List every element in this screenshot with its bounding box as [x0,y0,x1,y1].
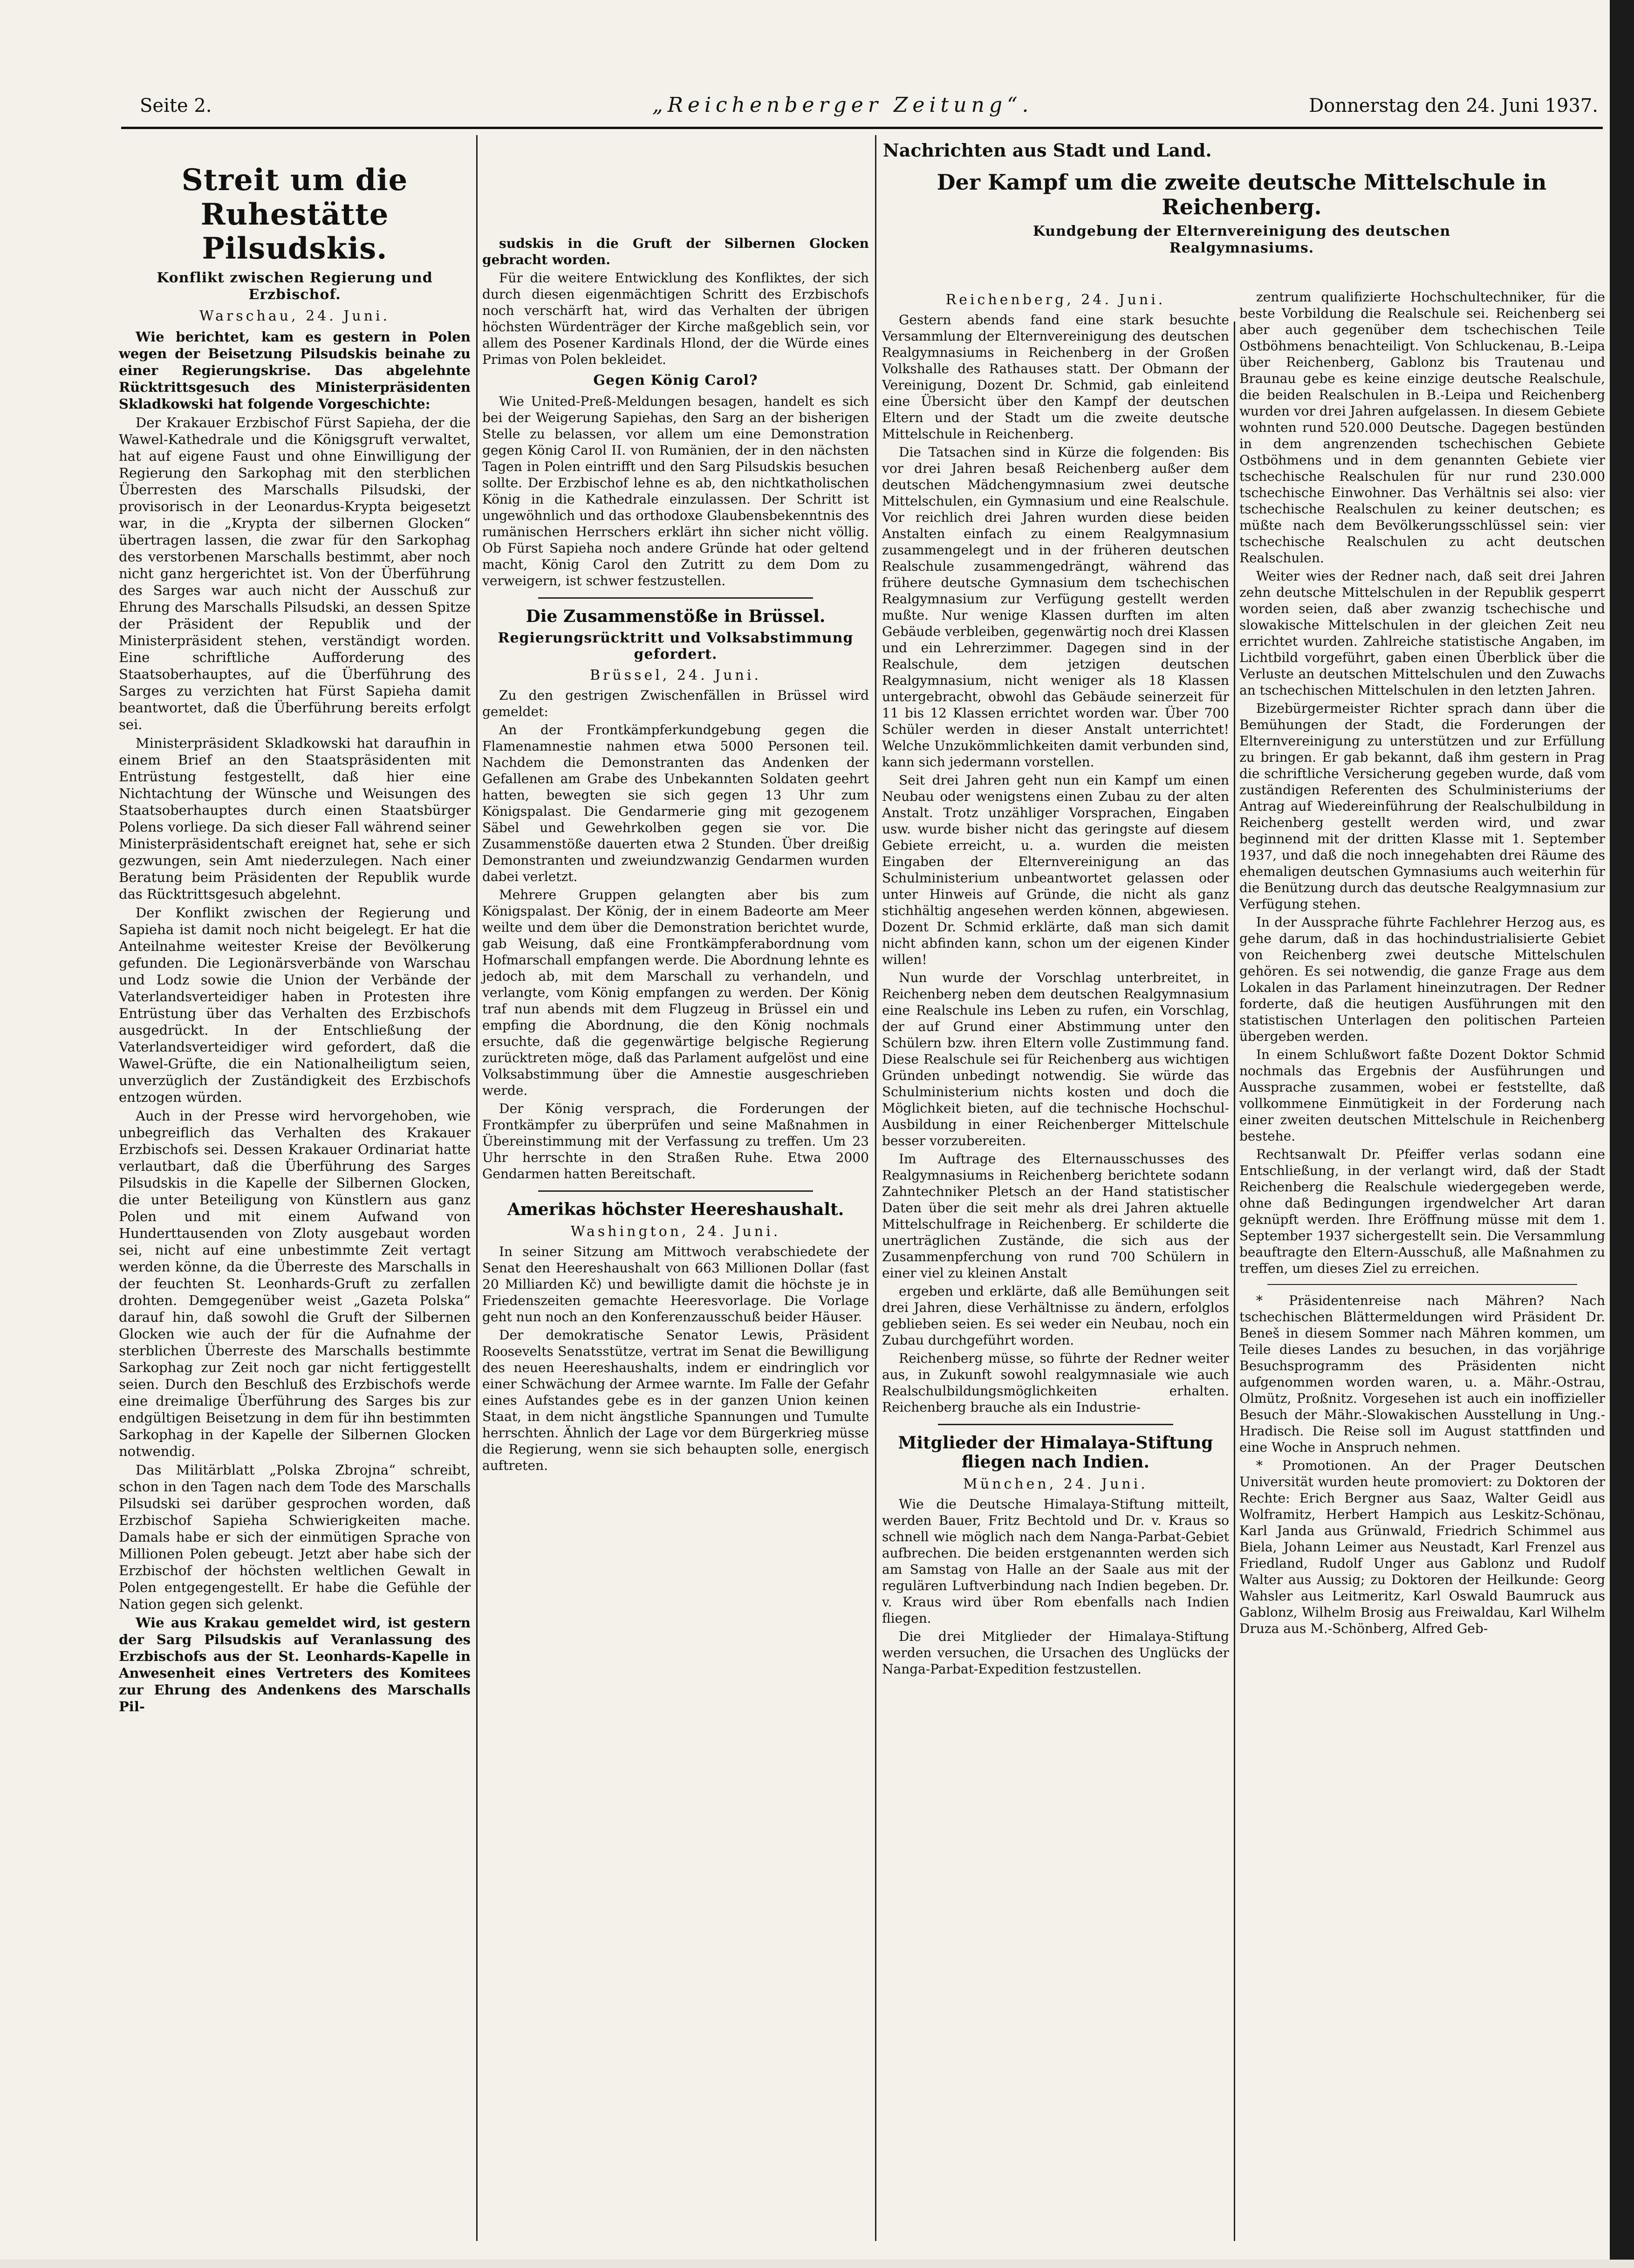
paragraph: Der Konflikt zwischen der Regierung und Sapieha ist damit noch nicht beigelegt. Er hat die Anteilnahme weitester Kreise der Bevölkerung gefunden. Die Legionärsverbände von Warschau und Lodz sowie die Union der Verbände der Vaterlandsverteidiger haben in Protesten ihre Entrüstung über das Verhalten des Erzbischofs ausgedrückt. In der Entschließung der Vaterlandsverteidiger wird gefordert, daß die Wawel-Grüfte, die ein Nationalheiligtum seien, unverzüglich der Zuständigkeit des Erzbischofs entzogen würden. [119,904,471,1105]
paragraph: ergeben und erklärte, daß alle Bemühungen seit drei Jahren, diese Verhältnisse zu ändern, erfolglos geblieben seien. Es sei weder ein Neubau, noch ein Zubau durchgeführt worden. [882,1284,1229,1348]
paragraph: zentrum qualifizierte Hochschultechniker, für die beste Vorbildung die Realschule sei. Reichenberg sei aber auch gegenüber dem tschechischen Teile Ostböhmens benachteiligt. Von Schluckenau, B.-Leipa über Reichenberg, Gablonz bis Trautenau und Braunau gebe es keine einzige deutsche Realschule, die beiden Realschulen in B.-Leipa und Reichenberg wurden vor drei Jahren aufgelassen. In diesem Gebiete wohnten rund 520.000 Deutsche. Dagegen bestünden in dem angrenzenden tschechischen Gebiete Ostböhmens und in dem genannten Gebiete vier tschechische Realschulen für nur rund 230.000 tschechische Einwohner. Das Verhältnis sei also: vier tschechische Realschulen zu keiner deutschen; es müßte nach dem Bevölkerungsschlüssel sein: vier tschechische Realschulen zu acht deutschen Realschulen. [1239,289,1605,566]
column-2 [482,235,869,1476]
article-headline: Die Zusammenstöße in Brüssel. [526,607,826,626]
article-headline: Der Kampf um die zweite deutsche Mittelschule in Reichenberg. [937,170,1547,219]
paragraph: * Promotionen. An der Prager Deutschen Universität wurden heute promoviert: zu Doktoren der Rechte: Erich Bergner aus Saaz, Walter Geidl aus Wolframitz, Herbert Hampich aus Leskitz-Schönau, Karl Janda aus Grünwald, Friedrich Schimmel aus Biela, Johann Leimer aus Neustadt, Karl Frenzel aus Friedland, Rudolf Unger aus Gablonz und Rudolf Walter aus Aussig; zu Doktoren der Heilkunde: Georg Wahsler aus Leitmeritz, Karl Oswald Baumruck aus Gablonz, Wilhelm Brosig aus Freiwaldau, Karl Wilhelm Druza aus M.-Schönberg, Alfred Geb- [1239,1458,1605,1636]
paragraph: Der König versprach, die Forderungen der Frontkämpfer zu überprüfen und seine Maßnahmen in Übereinstimmung mit der Verfassung zu treffen. Um 23 Uhr herrschte in den Straßen Ruhe. Etwa 2000 Gendarmen hatten Bereitschaft. [482,1101,869,1182]
page-number: Seite 2. [140,95,212,116]
paragraph: Bizebürgermeister Richter sprach dann über die Bemühungen der Stadt, die Forderungen der Elternvereinigung zu unterstützen und zur Erfüllung zu bringen. Er gab bekannt, daß ihm gestern in Prag die schriftliche Versicherung gegeben wurde, daß vom zuständigen Referenten des Schulministeriums der Antrag auf Wiedereinführung der Realschulbildung in Reichenberg gestellt werden wird, und zwar beginnend mit der dritten Klasse mit 1. September 1937, und daß die noch innegehabten drei Räume des ehemaligen deutschen Gymnasiums auch weiterhin für die Benützung durch das deutsche Realgymnasium zur Verfügung stehen. [1239,701,1605,912]
article-subhead: Regierungsrücktritt und Volksabstimmung gefordert. [498,630,854,663]
paragraph: Seit drei Jahren geht nun ein Kampf um einen Neubau oder wenigstens einen Zubau zu der alten Anstalt. Trotz unzähliger Vorsprachen, Eingaben usw. wurde bisher nicht das geringste auf diesem Gebiete erreicht, u. a. wurden die meisten Eingaben der Elternvereinigung an das Schulministerium unbeantwortet gelassen oder unter Hinweis auf Gründe, die nicht als ganz stichhältig angesehen werden können, abgewiesen. Dozent Dr. Schmid erklärte, daß man sich damit nicht abfinden kann, schon um der eigenen Kinder willen! [882,772,1229,967]
paragraph: sudskis in die Gruft der Silbernen Glocken gebracht worden. [482,236,869,267]
dateline: Reichenberg, 24. Juni. [945,292,1166,308]
paragraph: In einem Schlußwort faßte Dozent Doktor Schmid nochmals das Ergebnis der Ausführungen und Aussprache zusammen, wobei er feststellte, daß vollkommene Einmütigkeit in der Forderung nach einer zweiten deutschen Mittelschule in Reichenberg bestehe. [1239,1047,1605,1144]
section-label: Nachrichten aus Stadt und Land. [883,140,1212,161]
separator [938,1424,1173,1425]
local-news-header [883,142,1600,257]
masthead-rule [121,127,1603,129]
dateline: Washington, 24. Juni. [570,1223,781,1240]
article-subhead: Kundgebung der Elternvereinigung des deutschen Realgymnasiums. [1032,223,1451,256]
paragraph: Zu den gestrigen Zwischenfällen in Brüssel wird gemeldet: [482,688,869,720]
article-subhead: Konflikt zwischen Regierung und Erzbischof. [157,269,433,303]
paragraph: Wie berichtet, kam es gestern in Polen wegen der Beisetzung Pilsudskis beinahe zu einer Regierungskrise. Das abgelehnte Rücktrittsgesuch des Ministerpräsidenten Skladkowski hat folgende Vorgeschichte: [119,328,471,412]
paragraph: Auch in der Presse wird hervorgehoben, wie unbegreiflich das Verhalten des Krakauer Erzbischofs sei. Dessen Krakauer Ordinariat hatte verlautbart, daß die Überführung des Sarges Pilsudskis in die Kapelle der Silbernen Glocken, die unter Beteiligung von Künstlern aus ganz Polen und mit einem Aufwand von Hunderttausenden von Zloty ausgebaut worden sei, nicht auf eine unbestimmte Zeit vertagt werden könne, da die Überreste des Marschalls in der feuchten St. Leonhards-Gruft zu zerfallen drohten. Demgegenüber weist „Gazeta Polska“ darauf hin, daß sowohl die Gruft der Silbernen Glocken wie auch der für die Aufnahme der sterblichen Überreste des Marschalls bestimmte Sarkophag zur Zeit noch gar nicht fertiggestellt seien. Durch den Beschluß des Erzbischofs werde eine dreimalige Überführung des Sarges bis zur endgültigen Beisetzung in dem für ihn bestimmten Sarkophag in der Kapelle der Silbernen Glocken notwendig. [119,1107,471,1459]
paragraph: Wie United-Preß-Meldungen besagen, handelt es sich bei der Weigerung Sapiehas, den Sarg an der bisherigen Stelle zu belassen, vor allem um eine Demonstration gegen König Carol II. von Rumänien, der in den nächsten Tagen in Polen eintrifft und den Sarg Pilsudskis besuchen sollte. Der Erzbischof lehne es ab, den nichtkatholischen König in die Kathedrale einzulassen. Der Schritt ist ungewöhnlich und das orthodoxe Glaubensbekenntnis des rumänischen Herrschers erklärt ihn sicher nicht völlig. Ob Fürst Sapieha noch andere Gründe hat oder geltend macht, König Carol den Zutritt zu dem Dom zu verweigern, ist schwer festzustellen. [482,394,869,588]
article-headline: Mitglieder der Himalaya-Stiftung fliegen nach Indien. [898,1433,1213,1472]
column-3 [882,289,1229,1679]
paragraph: In seiner Sitzung am Mittwoch verabschiedete der Senat den Heereshaushalt von 663 Millionen Dollar (fast 20 Milliarden Kč) und bewilligte damit die höchste je in Friedenszeiten gemachte Heeresvorlage. Die Vorlage geht nun noch an den Konferenzausschuß beider Häuser. [482,1243,869,1325]
separator [538,1190,813,1192]
paragraph: * Präsidentenreise nach Mähren? Nach tschechischen Blättermeldungen wird Präsident Dr. Beneš in diesem Sommer nach Mähren kommen, um Teile dieses Landes zu besuchen, in das vorjährige Besuchsprogramm des Präsidenten nicht aufgenommen worden waren, u. a. Mähr.-Ostrau, Olmütz, Proßnitz. Vorgesehen ist auch ein inoffizieller Besuch der Mähr.-Slowakischen Ausstellung in Ung.-Hradisch. Die Reise soll im August stattfinden und eine Woche in Anspruch nehmen. [1239,1293,1605,1455]
paragraph: In der Aussprache führte Fachlehrer Herzog aus, es gehe darum, daß in das hochindustrialisierte Gebiet von Reichenberg zwei deutsche Mittelschulen gehören. Es sei notwendig, die ganze Frage aus dem Lokalen in das Parlament hineinzutragen. Der Redner forderte, daß die heutigen Ausführungen mit den statistischen Unterlagen den politischen Parteien übergeben werden. [1239,915,1605,1044]
paragraph: Das Militärblatt „Polska Zbrojna“ schreibt, schon in den Tagen nach dem Tode des Marschalls Pilsudski sei darüber gesprochen worden, daß Erzbischof Sapieha Schwierigkeiten mache. Damals habe er sich der einmütigen Sprache von Millionen Polen gebeugt. Jetzt aber habe sich der Erzbischof der höchsten weltlichen Gewalt in Polen entgegengestellt. Er habe die Gefühle der Nation gegen sich gelenkt. [119,1462,471,1612]
paragraph: Mehrere Gruppen gelangten aber bis zum Königspalast. Der König, der in einem Badeorte am Meer weilte und dem über die Demonstration berichtet wurde, gab Weisung, daß eine Frontkämpferabordnung vom Hofmarschall empfangen werde. Die Abordnung lehnte es jedoch ab, mit dem Marschall zu verhandeln, und verlangte, vom König empfangen zu werden. Der König traf nun abends mit dem Flugzeug in Brüssel ein und empfing die Abordnung, die den König nochmals ersuchte, daß die gegenwärtige belgische Regierung zurücktreten möge, daß das Parlament aufgelöst und eine Volksabstimmung über die Amnestie ausgeschrieben werde. [482,887,869,1099]
separator [1267,1284,1577,1285]
masthead [140,91,1598,124]
paragraph: Weiter wies der Redner nach, daß seit drei Jahren zehn deutsche Mittelschulen in der Republik gesperrt worden seien, daß aber zwanzig tschechische und slowakische Mittelschulen in der gleichen Zeit neu errichtet wurden. Zahlreiche statistische Angaben, im Lichtbild vorgeführt, gaben einen Überblick über die Verluste an deutschen Mittelschulen und den Zuwachs an tschechischen Mittelschulen in den letzten Jahren. [1239,568,1605,698]
separator [538,597,813,599]
column-rule [476,135,478,2241]
column-1 [119,163,471,1717]
paragraph: Im Auftrage des Elternausschusses des Realgymnasiums in Reichenberg berichtete sodann Zahntechniker Pletsch an der Hand statistischer Daten über die seit mehr als drei Jahren aktuelle Mittelschulfrage in Reichenberg. Er schilderte die unerträglichen Zustände, die sich aus der Zusammenpferchung von rund 700 Schülern in einer viel zu kleinen Anstalt [882,1151,1229,1281]
paragraph: Wie die Deutsche Himalaya-Stiftung mitteilt, werden Bauer, Fritz Bechtold und Dr. v. Kraus so schnell wie möglich nach dem Nanga-Parbat-Gebiet aufbrechen. Die beiden erstgenannten werden sich am Samstag von Halle an der Saale aus mit der regulären Luftverbindung nach Indien begeben. Dr. v. Kraus wird über Rom ebenfalls nach Indien fliegen. [882,1496,1229,1626]
paragraph: Wie aus Krakau gemeldet wird, ist gestern der Sarg Pilsudskis auf Veranlassung des Erzbischofs aus der St. Leonhards-Kapelle in Anwesenheit eines Vertreters des Komitees zur Ehrung des Andenkens des Marschalls Pil- [119,1614,471,1715]
paragraph: Für die weitere Entwicklung des Konfliktes, der sich durch diesen eigenmächtigen Schritt des Erzbischofs noch verschärft hat, wird das Verhalten der übrigen höchsten Würdenträger der Kirche maßgeblich sein, vor allem des Posener Kardinals Hlond, der die Würde eines Primas von Polen bekleidet. [482,270,869,367]
article-headline: Amerikas höchster Heereshaushalt. [507,1200,844,1220]
dateline: München, 24. Juni. [963,1476,1148,1492]
dateline: Brüssel, 24. Juni. [590,667,761,684]
paragraph: Nun wurde der Vorschlag unterbreitet, in Reichenberg neben dem deutschen Realgymnasium eine Realschule ins Leben zu rufen, ein Vorschlag, der auf Grund einer Abstimmung unter den Schülern bzw. ihren Eltern volle Zustimmung fand. Diese Realschule sei für Reichenberg aus wichtigen Gründen unbedingt notwendig. Sie würde das Schulministerium nichts kosten und doch die Möglichkeit bieten, auf die technische Hochschul-Ausbildung in einer Reichenberger Mittelschule besser vorzubereiten. [882,970,1229,1148]
paragraph: Reichenberg müsse, so führte der Redner weiter aus, in Zukunft sowohl realgymnasiale wie auch Realschulbildungsmöglichkeiten erhalten. Reichenberg brauche als ein Industrie- [882,1351,1229,1415]
paragraph: Der demokratische Senator Lewis, Präsident Roosevelts Senatsstütze, vertrat im Senat die Bewilligung des neuen Heereshaushalts, indem er eindringlich vor einer Schwächung der Armee warnte. Im Falle der Gefahr eines Aufstandes gebe es in der ganzen Union keinen Staat, in dem nicht ängstliche Spannungen und Tumulte herrschten. Ähnlich der Lage vor dem Bürgerkrieg müsse die Regierung, wenn sie sich behaupten solle, energisch auftreten. [482,1327,869,1473]
column-rule [1234,321,1235,2241]
newspaper-title: „Reichenberger Zeitung“. [652,93,1033,117]
scan-edge [0,2260,1634,2268]
paragraph: Die Tatsachen sind in Kürze die folgenden: Bis vor drei Jahren besaß Reichenberg außer dem deutschen Mädchengymnasium zwei deutsche Mittelschulen, ein Gymnasium und eine Realschule. Vor reichlich drei Jahren wurden diese beiden Anstalten einfach zu einem Realgymnasium zusammengelegt und in der früheren deutschen Realschule zusammengedrängt, während das frühere deutsche Gymnasium dem tschechischen Realgymnasium zur Verfügung gestellt werden mußte. Nur wenige Klassen durften im alten Gebäude verbleiben, gegenwärtig noch drei Klassen und ein Lehrerzimmer. Dagegen sind in der Realschule, dem jetzigen deutschen Realgymnasium, nicht weniger als 18 Klassen untergebracht, obwohl das Gebäude seinerzeit für 11 bis 12 Klassen errichtet worden war. Über 700 Schüler werden in dieser Anstalt unterrichtet! Welche Unzukömmlichkeiten damit verbunden sind, kann sich jedermann vorstellen. [882,444,1229,770]
scan-edge [1610,0,1634,2268]
dateline: Warschau, 24. Juni. [199,307,390,324]
paragraph: Der Krakauer Erzbischof Fürst Sapieha, der die Wawel-Kathedrale und die Königsgruft verwaltet, hat auf eigene Faust und ohne Einwilligung der Regierung den Sarkophag mit den sterblichen Überresten des Marschalls Pilsudski, der provisorisch in der Leonardus-Krypta beigesetzt war, in die „Krypta der silbernen Glocken“ übertragen lassen, die zwar für den Sarkophag des verstorbenen Marschalls bestimmt, aber noch nicht ganz hergerichtet ist. Von der Überführung des Sarges war auch nicht der Ausschuß zur Ehrung des Marschalls Pilsudski, an dessen Spitze der Präsident der Republik und der Ministerpräsident stehen, verständigt worden. Eine schriftliche Aufforderung des Staatsoberhauptes, auf die Überführung des Sarges zu verzichten hat Fürst Sapieha damit beantwortet, daß die Überführung bereits erfolgt sei. [119,414,471,732]
paragraph: Rechtsanwalt Dr. Pfeiffer verlas sodann eine Entschließung, in der verlangt wird, daß der Stadt Reichenberg die Realschule wiedergegeben werde, ohne daß Bedingungen irgendwelcher Art daran geknüpft werden. Ihre Eröffnung müsse mit dem 1. September 1937 sichergestellt sein. Die Versammlung beauftragte den Eltern-Ausschuß, alle Maßnahmen zu treffen, um dieses Ziel zu erreichen. [1239,1147,1605,1276]
paragraph: An der Frontkämpferkundgebung gegen die Flamenamnestie nahmen etwa 5000 Personen teil. Nachdem die Demonstranten das Andenken der Gefallenen am Grabe des Unbekannten Soldaten geehrt hatten, bewegten sie sich gegen 13 Uhr zum Königspalast. Die Gendarmerie ging mit gezogenem Säbel und Gewehrkolben gegen sie vor. Die Zusammenstöße dauerten etwa 2 Stunden. Über dreißig Demonstranten und zweiundzwanzig Gendarmen wurden dabei verletzt. [482,722,869,885]
column-rule [875,135,876,2241]
subheading: Gegen König Carol? [593,372,758,389]
paragraph: Ministerpräsident Skladkowski hat daraufhin in einem Brief an den Staatspräsidenten mit Entrüstung festgestellt, daß hier eine Nichtachtung der Wünsche und Weisungen des Staatsoberhauptes durch einen Staatsbürger Polens vorliege. Da sich dieser Fall während seiner Ministerpräsidentschaft ereignet hat, sehe er sich gezwungen, sein Amt niederzulegen. Nach einer Beratung beim Präsidenten der Republik wurde das Rücktrittsgesuch abgelehnt. [119,735,471,902]
issue-date: Donnerstag den 24. Juni 1937. [1309,95,1598,116]
column-4 [1239,289,1605,1639]
article-headline: Streit um die Ruhestätte Pilsudskis. [181,163,408,266]
paragraph: Gestern abends fand eine stark besuchte Versammlung der Elternvereinigung des deutschen Realgymnasiums in Reichenberg in der Großen Volkshalle des Rathauses statt. Der Obmann der Vereinigung, Dozent Dr. Schmid, gab einleitend eine Übersicht über den Kampf der deutschen Eltern und der Stadt um die zweite deutsche Mittelschule in Reichenberg. [882,312,1229,442]
paragraph: Die drei Mitglieder der Himalaya-Stiftung werden versuchen, die Ursachen des Unglücks der Nanga-Parbat-Expedition festzustellen. [882,1628,1229,1677]
